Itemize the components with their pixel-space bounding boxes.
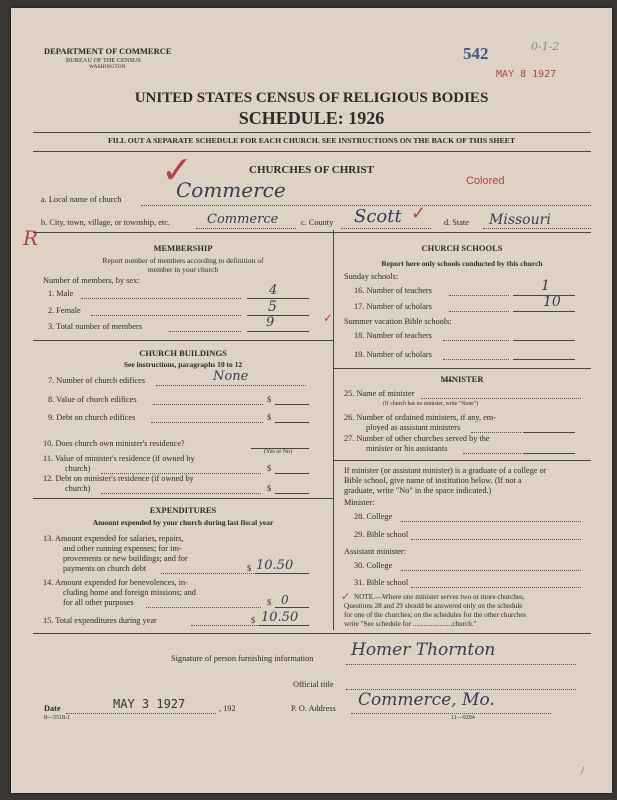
q9-dollar: $	[267, 413, 272, 422]
q14-value: 0	[281, 593, 289, 607]
signature-label: Signature of person furnishing information	[171, 654, 314, 663]
form-title: UNITED STATES CENSUS OF RELIGIOUS BODIES	[134, 90, 489, 106]
total-members-label: 3. Total number of members	[48, 322, 142, 331]
print-number: 11—9204	[451, 715, 475, 721]
instruction-line: FILL OUT A SEPARATE SCHEDULE FOR EACH CHURCH. SEE INSTRUCTIONS ON THE BACK OF THIS SHEET	[107, 136, 516, 145]
q16-label: 16. Number of teachers	[354, 286, 432, 295]
q14-dollar: $	[267, 598, 272, 607]
date-stamp-value: MAY 3 1927	[113, 697, 186, 711]
q13-value: 10.50	[256, 558, 294, 573]
q14-label-b: cluding home and foreign missions; and	[63, 588, 196, 597]
margin-mark: R	[23, 226, 39, 250]
q13-label-b: and other running expenses; for im-	[63, 544, 182, 553]
official-title-label: Official title	[293, 680, 334, 689]
yes-no-hint: (Yes or No)	[264, 449, 293, 455]
note-line4: write "See schedule for ......................church."	[344, 620, 477, 628]
q27-label-a: 27. Number of other churches served by the	[344, 434, 490, 443]
grad-line1: If minister (or assistant minister) is a graduate of a college or	[344, 466, 547, 475]
membership-sub2: member in your church	[147, 265, 219, 274]
city-value: Commerce	[207, 212, 279, 227]
date-year-suffix: , 192	[219, 704, 236, 713]
pencil-code: 0-1-2	[531, 40, 560, 53]
red-check-mark: ✓	[161, 148, 193, 192]
q25-note: (If church has no minister, write "None")	[383, 401, 479, 407]
red-tick-schools: ✓	[323, 311, 334, 325]
minister-title: MINISTER	[440, 374, 484, 384]
q11-label-a: 11. Value of minister's residence (if owned by	[43, 454, 195, 463]
q12-label-a: 12. Debt on minister's residence (if owned by	[43, 474, 194, 483]
members-by-sex-label: Number of members, by sex:	[43, 276, 140, 285]
city-label: b. City, town, village, or township, etc.	[41, 218, 170, 227]
q7-value: None	[213, 369, 249, 384]
q30-label: 30. College	[354, 561, 393, 570]
minister-sub-label: Minister:	[344, 498, 375, 507]
q7-label: 7. Number of church edifices	[48, 376, 145, 385]
bureau-name: BUREAU OF THE CENSUS	[66, 57, 141, 64]
dept-name: DEPARTMENT OF COMMERCE	[44, 46, 172, 56]
q26-label-b: ployed as assistant ministers	[366, 423, 461, 432]
q11-label-b: church)	[65, 464, 91, 473]
q31-label: 31. Bible school	[354, 578, 409, 587]
received-date-stamp: MAY 8 1927	[496, 69, 557, 80]
denomination-name: CHURCHES OF CHRIST	[249, 164, 374, 176]
buildings-title: CHURCH BUILDINGS	[139, 348, 227, 358]
female-count: 5	[268, 299, 277, 315]
stamp-number: 542	[463, 44, 489, 63]
q29-label: 29. Bible school	[354, 530, 409, 539]
red-tick: ✓	[411, 203, 427, 223]
note-line3: for one of the churches; on the schedules for the other churches	[344, 611, 527, 619]
state-value: Missouri	[489, 212, 551, 228]
signature-value: Homer Thornton	[351, 640, 496, 660]
local-name-value: Commerce	[176, 178, 286, 202]
grad-line2: Bible school, give name of institution below. (If not a	[344, 476, 522, 485]
county-label: c. County	[301, 218, 334, 227]
q19-label: 19. Number of scholars	[354, 350, 432, 359]
expenditures-sub: Amount expended by your church during last fiscal year	[92, 518, 274, 527]
q15-value: 10.50	[261, 610, 299, 625]
q17-value: 10	[543, 294, 561, 310]
q14-label-c: for all other purposes	[63, 598, 134, 607]
po-address-label: P. O. Address	[291, 704, 336, 713]
q17-label: 17. Number of scholars	[354, 302, 432, 311]
q16-value: 1	[541, 278, 550, 294]
note-line1: NOTE.—Where one minister serves two or more churches,	[354, 593, 525, 601]
q15-label: 15. Total expenditures during year	[43, 616, 157, 625]
form-number: 8—5518-1	[44, 715, 70, 721]
q15-dollar: $	[251, 616, 256, 625]
q25-scribble: ⁀	[441, 380, 451, 394]
q27-label-b: minister or his assistants	[366, 444, 448, 453]
q8-label: 8. Value of church edifices	[48, 395, 137, 404]
male-label: 1. Male	[48, 289, 74, 298]
sunday-schools-label: Sunday schools:	[344, 272, 399, 281]
local-name-label: a. Local name of church	[41, 195, 122, 204]
membership-sub1: Report number of members according to definition of	[102, 256, 264, 265]
q13-label-a: 13. Amount expended for salaries, repairs,	[43, 534, 184, 543]
assistant-sub-label: Assistant minister:	[344, 547, 406, 556]
date-label: Date	[44, 704, 61, 713]
q28-label: 28. College	[354, 512, 393, 521]
grad-line3: graduate, write "No" in the space indicated.)	[344, 486, 492, 495]
q13-label-c: provements or new buildings; and for	[63, 554, 188, 563]
county-value: Scott	[354, 206, 402, 227]
q12-dollar: $	[267, 484, 272, 493]
schedule-year: SCHEDULE: 1926	[238, 108, 385, 128]
q12-label-b: church)	[65, 484, 91, 493]
q14-label-a: 14. Amount expended for benevolences, in-	[43, 578, 188, 587]
total-members-count: 9	[266, 315, 275, 330]
vacation-schools-label: Summer vacation Bible schools:	[344, 317, 452, 326]
bureau-city: WASHINGTON	[89, 64, 126, 70]
po-address-value: Commerce, Mo.	[358, 690, 495, 710]
female-label: 2. Female	[48, 306, 81, 315]
red-tick-note: ✓	[341, 591, 351, 603]
q10-label: 10. Does church own minister's residence?	[43, 439, 185, 448]
q13-label-d: payments on church debt	[63, 564, 147, 573]
colored-stamp: Colored	[466, 175, 505, 187]
q11-dollar: $	[267, 464, 272, 473]
q8-dollar: $	[267, 395, 272, 404]
census-schedule-sheet	[11, 8, 612, 793]
buildings-sub: See instructions, paragraphs 10 to 12	[123, 360, 243, 369]
q26-label-a: 26. Number of ordained ministers, if any, em-	[344, 413, 496, 422]
pencil-corner-mark: /	[581, 763, 585, 777]
expenditures-title: EXPENDITURES	[149, 505, 217, 515]
q25-label: 25. Name of minister	[344, 389, 415, 398]
state-label: d. State	[444, 218, 469, 227]
schools-sub: Report here only schools conducted by this church	[381, 259, 543, 268]
q9-label: 9. Debt on church edifices	[48, 413, 136, 422]
membership-title: MEMBERSHIP	[153, 243, 213, 253]
q18-label: 18. Number of teachers	[354, 331, 432, 340]
schools-title: CHURCH SCHOOLS	[421, 243, 503, 253]
male-count: 4	[269, 283, 278, 298]
note-line2: Questions 28 and 29 should be answered only on the schedule	[344, 602, 523, 610]
q13-dollar: $	[247, 564, 252, 573]
